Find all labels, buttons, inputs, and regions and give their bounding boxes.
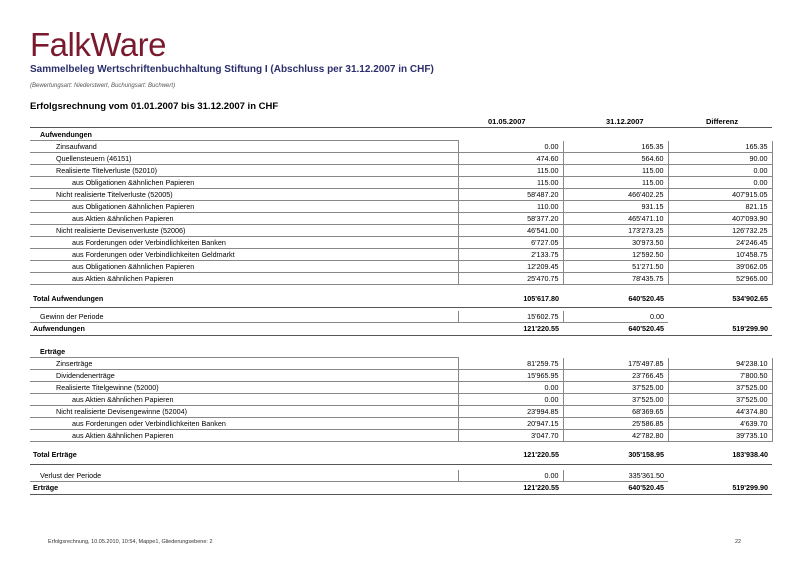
expenses-heading-row [30,129,772,141]
expenses-heading: Aufwendungen [30,129,458,141]
expenses-sum-label: Aufwendungen [33,324,85,333]
expenses-sum-diff: 519'299.90 [732,323,768,333]
expense-row-label: Nicht realisierte Titelverluste (52005) [30,189,458,201]
profit-table [30,311,772,334]
income-row-value2: 175'497.85 [563,358,668,370]
income-row-label: Zinserträge [30,358,458,370]
total-expenses-value2: 640'520.45 [628,294,664,303]
income-row [30,394,772,406]
expense-row-value2: 173'273.25 [563,225,668,237]
expense-row-value1: 110.00 [458,201,563,213]
loss-value1: 0.00 [458,470,563,482]
total-expenses-label: Total Aufwendungen [33,294,104,303]
expense-row-diff: 0.00 [668,165,772,177]
income-row-value2: 42'782.80 [563,430,668,442]
income-row-value2: 23'766.45 [563,370,668,382]
expense-row-diff: 10'458.75 [668,249,772,261]
expense-row-value2: 115.00 [563,177,668,189]
profit-value2: 0.00 [563,311,668,323]
expense-row-label: aus Aktien &ähnlichen Papieren [30,273,458,285]
expense-row-value1: 6'727.05 [458,237,563,249]
total-expenses-diff: 534'902.65 [732,294,768,303]
income-row-value2: 37'525.00 [563,394,668,406]
expense-row-value2: 12'592.50 [563,249,668,261]
income-row [30,418,772,430]
expense-row [30,237,772,249]
expenses-sum-rule [30,335,772,336]
total-income-diff: 183'938.40 [732,450,768,459]
expense-row-value2: 466'402.25 [563,189,668,201]
expense-row-label: aus Forderungen oder Verbindlichkeiten Banken [30,237,458,249]
income-row-label: aus Forderungen oder Verbindlichkeiten Banken [30,418,458,430]
expense-row [30,225,772,237]
expense-row-value1: 115.00 [458,165,563,177]
expense-row-diff: 126'732.25 [668,225,772,237]
income-row-label: Nicht realisierte Devisengewinne (52004) [30,406,458,418]
income-row-diff: 7'800.50 [668,370,772,382]
loss-row [30,470,772,482]
income-row-value2: 68'369.65 [563,406,668,418]
expense-row-diff: 407'093.90 [668,213,772,225]
expense-row-label: aus Forderungen oder Verbindlichkeiten Geldmarkt [30,249,458,261]
expenses-total-rule [30,307,772,308]
expense-row-diff: 52'965.00 [668,273,772,285]
total-expenses-row [30,293,772,304]
expense-row [30,201,772,213]
expense-row-diff: 821.15 [668,201,772,213]
income-total-table [30,449,772,460]
expense-row-value1: 0.00 [458,141,563,153]
total-income-value2: 305'158.95 [628,450,664,459]
expense-row [30,177,772,189]
income-row-value1: 20'947.15 [458,418,563,430]
income-row-value1: 0.00 [458,394,563,406]
expense-row-value1: 25'470.75 [458,273,563,285]
expense-row-value2: 51'271.50 [563,261,668,273]
expenses-total-table [30,293,772,304]
income-row-diff: 44'374.80 [668,406,772,418]
expense-row [30,189,772,201]
expense-row-value1: 46'541.00 [458,225,563,237]
income-row-label: Dividendenerträge [30,370,458,382]
loss-diff [668,470,772,482]
expense-row [30,165,772,177]
expense-row-value1: 58'377.20 [458,213,563,225]
income-row-value1: 15'965.95 [458,370,563,382]
expense-row-value2: 115.00 [563,165,668,177]
expense-row-value1: 2'133.75 [458,249,563,261]
expense-row-value1: 115.00 [458,177,563,189]
profit-label: Gewinn der Periode [30,311,458,323]
expense-row-diff: 0.00 [668,177,772,189]
expense-row [30,213,772,225]
expenses-sum-value1: 121'220.55 [523,324,559,333]
brand-logo: FalkWare [30,26,166,63]
expense-row-label: aus Obligationen &ähnlichen Papieren [30,201,458,213]
income-row [30,358,772,370]
income-row [30,370,772,382]
income-row-value1: 81'259.75 [458,358,563,370]
income-total-rule [30,464,772,465]
expenses-table [30,129,773,285]
document-subtitle: Sammelbeleg Wertschriftenbuchhaltung Stiftung I (Abschluss per 31.12.2007 in CHF) [30,64,434,75]
income-row-label: Realisierte Titelgewinne (52000) [30,382,458,394]
expense-row-label: Quellensteuern (46151) [30,153,458,165]
expense-row [30,141,772,153]
expense-row-value2: 931.15 [563,201,668,213]
income-row [30,382,772,394]
expense-row-diff: 90.00 [668,153,772,165]
expenses-sum-value2: 640'520.45 [628,324,664,333]
expense-row [30,261,772,273]
expense-row-value2: 564.60 [563,153,668,165]
total-expenses-value1: 105'617.80 [523,294,559,303]
income-row-value2: 25'586.85 [563,418,668,430]
income-table [30,346,773,442]
income-row-value1: 3'047.70 [458,430,563,442]
income-heading: Erträge [30,346,458,358]
profit-row [30,311,772,323]
expense-row-label: aus Obligationen &ähnlichen Papieren [30,177,458,189]
income-sum-diff: 519'299.90 [732,482,768,492]
income-row [30,406,772,418]
expense-row-value2: 465'471.10 [563,213,668,225]
income-row-label: aus Aktien &ähnlichen Papieren [30,430,458,442]
page-footer: Erfolgsrechnung, 10.05.2010, 10:54, Mappe1, Gliederungsebene: 2 [48,539,213,545]
column-header-difference: Differenz [706,117,739,126]
total-income-value1: 121'220.55 [523,450,559,459]
income-row-diff: 94'238.10 [668,358,772,370]
expense-row-value2: 30'973.50 [563,237,668,249]
expense-row-value2: 78'435.75 [563,273,668,285]
income-sum-row [30,482,772,494]
income-row-diff: 4'639.70 [668,418,772,430]
profit-diff [668,311,772,323]
loss-table [30,470,772,493]
loss-value2: 335'361.50 [563,470,668,482]
income-sum-value1: 121'220.55 [523,483,559,492]
income-row-diff: 39'735.10 [668,430,772,442]
expense-row-value1: 58'487.20 [458,189,563,201]
expense-row-diff: 165.35 [668,141,772,153]
income-sum-rule [30,494,772,495]
expense-row-diff: 407'915.05 [668,189,772,201]
income-row-value2: 37'525.00 [563,382,668,394]
valuation-note: (Bewertungsart: Niederstwert, Buchungsart: Buchwert) [30,83,176,89]
report-title: Erfolgsrechnung vom 01.01.2007 bis 31.12.2007 in CHF [30,101,279,112]
expenses-sum-row [30,323,772,335]
expense-row-value1: 12'209.45 [458,261,563,273]
income-row-diff: 37'525.00 [668,382,772,394]
expense-row [30,249,772,261]
income-row-value1: 0.00 [458,382,563,394]
income-row [30,430,772,442]
expense-row-label: Zinsaufwand [30,141,458,153]
header-rule [30,127,772,128]
expense-row-label: aus Obligationen &ähnlichen Papieren [30,261,458,273]
expense-row-label: Realisierte Titelverluste (52010) [30,165,458,177]
expense-row-label: Nicht realisierte Devisenverluste (52006) [30,225,458,237]
column-header-date2: 31.12.2007 [606,117,644,126]
income-heading-row [30,346,772,358]
total-income-row [30,449,772,460]
expense-row-value2: 165.35 [563,141,668,153]
expense-row [30,273,772,285]
expense-row-diff: 24'246.45 [668,237,772,249]
expense-row-diff: 39'062.05 [668,261,772,273]
column-header-date1: 01.05.2007 [488,117,526,126]
income-row-label: aus Aktien &ähnlichen Papieren [30,394,458,406]
income-sum-label: Erträge [33,483,59,492]
income-row-value1: 23'994.85 [458,406,563,418]
expense-row-label: aus Aktien &ähnlichen Papieren [30,213,458,225]
loss-label: Verlust der Periode [30,470,458,482]
profit-value1: 15'602.75 [458,311,563,323]
income-row-diff: 37'525.00 [668,394,772,406]
page-number: 22 [735,539,742,545]
total-income-label: Total Erträge [33,450,77,459]
expense-row [30,153,772,165]
income-sum-value2: 640'520.45 [628,483,664,492]
expense-row-value1: 474.60 [458,153,563,165]
